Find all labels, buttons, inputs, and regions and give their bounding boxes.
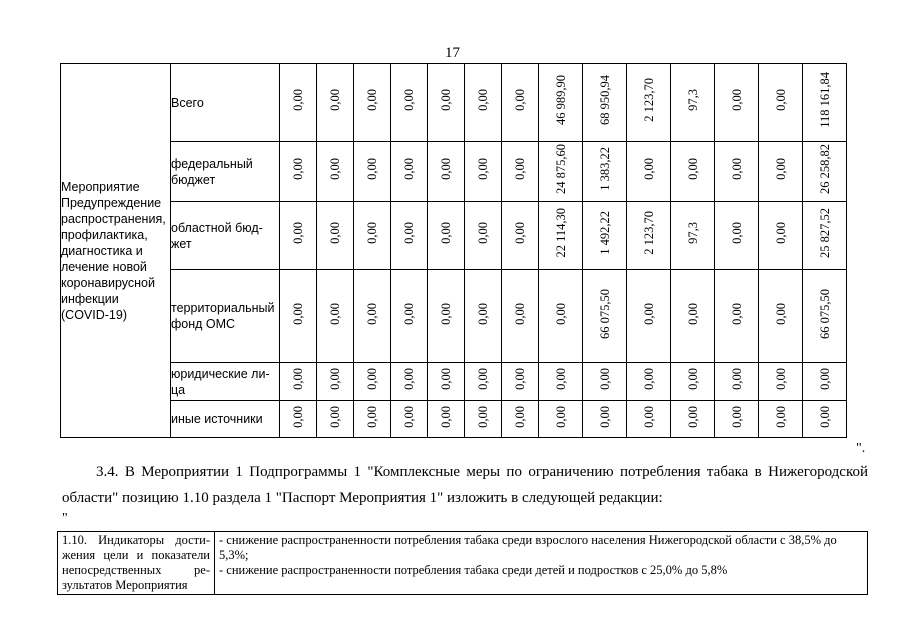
amount-value: 0,00	[597, 368, 612, 390]
amount-cell	[803, 401, 847, 438]
amount-cell	[671, 270, 715, 363]
amount-cell	[627, 401, 671, 438]
amount-cell	[280, 202, 317, 270]
amount-value: 0,00	[773, 368, 788, 390]
amount-value: 0,00	[402, 405, 416, 428]
amount-value: 0,00	[476, 89, 490, 111]
amount-value: 0,00	[729, 302, 744, 325]
amount-value: 0,00	[685, 302, 700, 325]
amount-cell	[465, 64, 502, 142]
amount-value: 24 875,60	[553, 144, 568, 194]
amount-cell	[354, 64, 391, 142]
amount-cell	[583, 363, 627, 401]
passport-table	[57, 531, 868, 595]
page-number: 17	[445, 45, 460, 61]
amount-value: 0,00	[513, 222, 527, 244]
budget-row	[61, 363, 847, 401]
amount-cell	[317, 142, 354, 202]
amount-cell	[502, 202, 539, 270]
amount-value: 0,00	[641, 302, 656, 325]
amount-cell	[715, 142, 759, 202]
funding-source-cell: областной бюд-жет	[171, 202, 280, 270]
amount-value: 25 827,52	[817, 208, 832, 258]
amount-cell	[715, 202, 759, 270]
amount-value: 0,00	[439, 222, 453, 244]
amount-value: 0,00	[291, 89, 305, 111]
amount-cell	[671, 142, 715, 202]
opening-quote: "	[62, 511, 68, 526]
amount-cell	[759, 202, 803, 270]
amount-cell	[539, 270, 583, 363]
budget-row	[61, 202, 847, 270]
amount-value: 0,00	[685, 158, 700, 180]
amount-value: 0,00	[641, 368, 656, 390]
amount-value: 66 075,50	[817, 288, 832, 339]
amount-cell	[627, 202, 671, 270]
amount-cell	[583, 142, 627, 202]
amount-value: 0,00	[402, 222, 416, 244]
amount-value: 0,00	[773, 89, 788, 111]
amount-cell	[465, 401, 502, 438]
amount-value: 0,00	[641, 405, 656, 428]
amount-cell	[391, 202, 428, 270]
amount-cell	[539, 363, 583, 401]
amount-cell	[280, 401, 317, 438]
amount-value: 0,00	[513, 405, 527, 428]
amount-cell	[759, 270, 803, 363]
amount-value: 0,00	[513, 368, 527, 390]
amount-value: 0,00	[553, 368, 568, 390]
amount-cell	[803, 64, 847, 142]
amount-cell	[354, 202, 391, 270]
amount-cell	[502, 142, 539, 202]
amount-value: 0,00	[439, 368, 453, 390]
amount-value: 22 114,30	[553, 208, 568, 258]
closing-quote: ".	[856, 441, 866, 456]
amount-value: 0,00	[476, 158, 490, 180]
amount-cell	[391, 363, 428, 401]
amount-value: 0,00	[439, 302, 453, 325]
amount-cell	[465, 363, 502, 401]
amount-value: 0,00	[685, 368, 700, 390]
amount-value: 0,00	[365, 222, 379, 244]
amount-value: 0,00	[328, 158, 342, 180]
amount-cell	[317, 64, 354, 142]
amount-cell	[391, 270, 428, 363]
amount-cell	[428, 202, 465, 270]
amount-cell	[428, 64, 465, 142]
amount-cell	[715, 64, 759, 142]
amount-value: 0,00	[439, 405, 453, 428]
amount-cell	[465, 202, 502, 270]
amount-value: 0,00	[291, 368, 305, 390]
amount-cell	[539, 64, 583, 142]
amount-cell	[428, 401, 465, 438]
amount-cell	[280, 363, 317, 401]
amount-value: 118 161,84	[817, 72, 832, 128]
amount-value: 0,00	[402, 89, 416, 111]
amount-cell	[803, 202, 847, 270]
amount-value: 0,00	[328, 368, 342, 390]
amount-cell	[539, 142, 583, 202]
amount-value: 0,00	[365, 368, 379, 390]
amount-cell	[428, 270, 465, 363]
amount-cell	[317, 363, 354, 401]
amount-cell	[803, 363, 847, 401]
budget-table-body	[61, 64, 847, 438]
amount-value: 0,00	[328, 302, 342, 325]
amount-value: 0,00	[291, 158, 305, 180]
amount-cell	[627, 142, 671, 202]
amount-cell	[391, 64, 428, 142]
amount-value: 68 950,94	[597, 75, 612, 125]
amount-value: 0,00	[553, 405, 568, 428]
amount-cell	[759, 401, 803, 438]
amount-cell	[354, 270, 391, 363]
amount-cell	[715, 363, 759, 401]
funding-source-cell: юридические ли-ца	[171, 363, 280, 401]
amount-value: 0,00	[476, 222, 490, 244]
amount-value: 0,00	[513, 302, 527, 325]
amount-cell	[391, 401, 428, 438]
amount-value: 0,00	[291, 405, 305, 428]
amount-cell	[671, 363, 715, 401]
amount-value: 0,00	[513, 158, 527, 180]
amount-value: 0,00	[476, 302, 490, 325]
amount-cell	[671, 202, 715, 270]
amount-value: 97,3	[685, 222, 700, 244]
amount-value: 0,00	[365, 302, 379, 325]
indicator-line: - снижение распространенности потребления табака среди взрослого населения Нижегородской области с 38,5% до 5,3%;	[219, 533, 837, 562]
amount-cell	[502, 401, 539, 438]
paragraph-amendment-continued: области" позицию 1.10 раздела 1 "Паспорт Мероприятия 1" изложить в следующей редакции:	[62, 490, 663, 506]
passport-indicators	[215, 532, 868, 595]
amount-cell	[671, 401, 715, 438]
amount-value: 0,00	[328, 405, 342, 428]
amount-value: 0,00	[773, 302, 788, 325]
amount-value: 0,00	[328, 222, 342, 244]
amount-value: 0,00	[402, 158, 416, 180]
amount-cell	[671, 64, 715, 142]
amount-value: 0,00	[817, 368, 832, 390]
amount-value: 0,00	[773, 158, 788, 180]
amount-cell	[715, 401, 759, 438]
amount-cell	[583, 401, 627, 438]
amount-value: 0,00	[291, 302, 305, 325]
amount-cell	[391, 142, 428, 202]
amount-value: 0,00	[476, 368, 490, 390]
amount-value: 0,00	[291, 222, 305, 244]
budget-row	[61, 401, 847, 438]
amount-value: 2 123,70	[641, 211, 656, 255]
amount-value: 0,00	[402, 302, 416, 325]
amount-value: 0,00	[597, 405, 612, 428]
amount-value: 97,3	[685, 89, 700, 111]
amount-value: 0,00	[641, 158, 656, 180]
amount-value: 1 383,22	[597, 147, 612, 191]
amount-cell	[803, 270, 847, 363]
amount-cell	[502, 363, 539, 401]
amount-value: 0,00	[439, 158, 453, 180]
amount-cell	[317, 270, 354, 363]
passport-row	[58, 532, 868, 595]
amount-value: 0,00	[729, 158, 744, 180]
amount-cell	[280, 270, 317, 363]
amount-value: 2 123,70	[641, 78, 656, 122]
amount-cell	[502, 64, 539, 142]
amount-cell	[428, 363, 465, 401]
amount-cell	[539, 202, 583, 270]
amount-value: 0,00	[365, 405, 379, 428]
amount-cell	[354, 401, 391, 438]
amount-cell	[583, 270, 627, 363]
amount-cell	[583, 64, 627, 142]
amount-value: 0,00	[729, 89, 744, 111]
budget-table	[60, 63, 847, 438]
amount-cell	[759, 64, 803, 142]
amount-cell	[280, 64, 317, 142]
amount-value: 0,00	[365, 89, 379, 111]
amount-cell	[759, 363, 803, 401]
amount-cell	[280, 142, 317, 202]
amount-value: 0,00	[328, 89, 342, 111]
amount-cell	[354, 142, 391, 202]
amount-value: 0,00	[402, 368, 416, 390]
amount-value: 0,00	[773, 405, 788, 428]
amount-value: 0,00	[476, 405, 490, 428]
amount-value: 0,00	[365, 158, 379, 180]
funding-source-cell: иные источники	[171, 401, 280, 438]
amount-value: 0,00	[685, 405, 700, 428]
funding-source-cell: федеральный бюджет	[171, 142, 280, 202]
amount-cell	[627, 64, 671, 142]
budget-row	[61, 142, 847, 202]
amount-value: 0,00	[773, 222, 788, 244]
amount-cell	[465, 142, 502, 202]
amount-value: 0,00	[817, 405, 832, 428]
funding-source-cell: территориальный фонд ОМС	[171, 270, 280, 363]
amount-value: 0,00	[513, 89, 527, 111]
budget-row	[61, 64, 847, 142]
amount-value: 0,00	[729, 368, 744, 390]
amount-value: 46 989,90	[553, 75, 568, 125]
passport-item-label: 1.10. Индикаторы дости-жения цели и показатели непосредственных ре-зультатов Мероприятия	[58, 532, 215, 595]
amount-cell	[354, 363, 391, 401]
amount-cell	[583, 202, 627, 270]
budget-row	[61, 270, 847, 363]
funding-source-cell: Всего	[171, 64, 280, 142]
amount-value: 26 258,82	[817, 144, 832, 194]
amount-cell	[502, 270, 539, 363]
amount-cell	[317, 401, 354, 438]
amount-cell	[317, 202, 354, 270]
amount-value: 0,00	[439, 89, 453, 111]
amount-cell	[465, 270, 502, 363]
amount-value: 66 075,50	[597, 288, 612, 339]
indicator-line: - снижение распространенности потребления табака среди детей и подростков с 25,0% до 5,8%	[219, 563, 728, 577]
amount-cell	[539, 401, 583, 438]
amount-value: 0,00	[553, 302, 568, 325]
amount-cell	[428, 142, 465, 202]
amount-value: 0,00	[729, 405, 744, 428]
amount-cell	[803, 142, 847, 202]
amount-value: 1 492,22	[597, 211, 612, 255]
amount-cell	[627, 363, 671, 401]
paragraph-amendment: 3.4. В Мероприятии 1 Подпрограммы 1 "Комплексные меры по ограничению потребления табака в Нижегородской	[96, 464, 868, 480]
measure-name-cell: Мероприятие Предупреждение распространения, профилактика, диагностика и лечение новой коронавирусной инфекции (COVID-19)	[61, 64, 171, 438]
amount-cell	[715, 270, 759, 363]
amount-value: 0,00	[729, 222, 744, 244]
amount-cell	[627, 270, 671, 363]
amount-cell	[759, 142, 803, 202]
